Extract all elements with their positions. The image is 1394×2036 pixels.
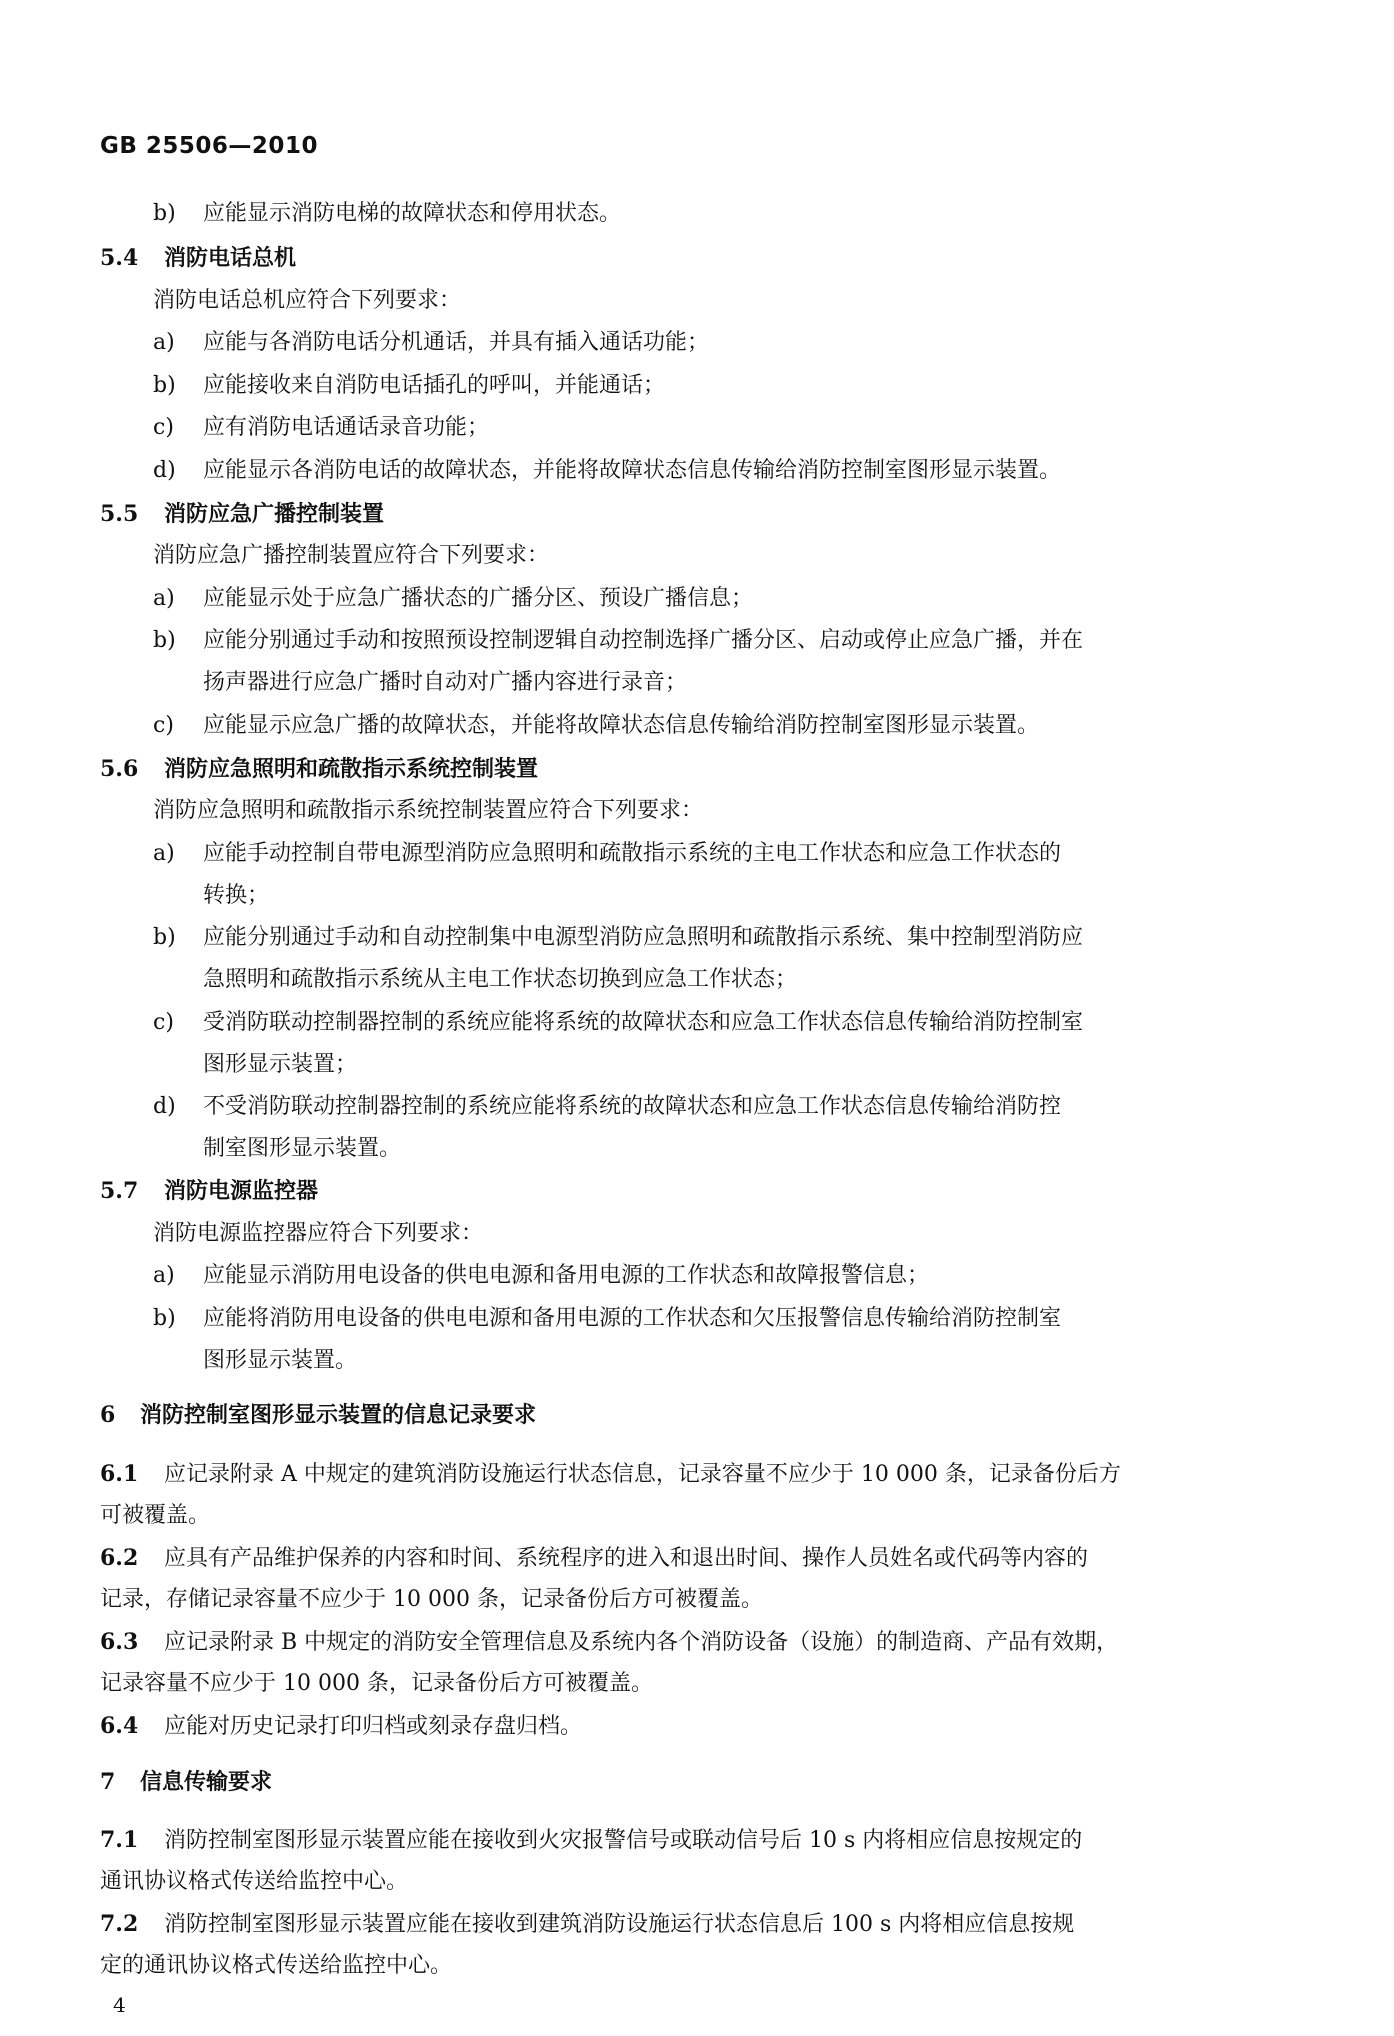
list-item [153,1304,1061,1334]
clause [100,1459,1121,1490]
clause-number: 6.4 [100,1713,139,1739]
clause-text: 应记录附录 B 中规定的消防安全管理信息及系统内各个消防设备（设施）的制造商、产品有效期， [164,1630,1119,1655]
chapter-title: 消防控制室图形显示装置的信息记录要求 [140,1402,537,1428]
clause-text: 消防控制室图形显示装置应能在接收到建筑消防设施运行状态信息后 100 s 内将相应信息按规 [164,1912,1075,1937]
list-item [153,413,489,443]
list-item [153,1261,929,1291]
list-item [153,456,1061,486]
item-text: 应能显示各消防电话的故障状态，并能将故障状态信息传输给消防控制室图形显示装置。 [203,458,1062,483]
item-label: c) [153,1010,174,1035]
item-text-continued: 转换； [203,883,270,908]
item-text-continued: 急照明和疏散指示系统从主电工作状态切换到应急工作状态； [203,967,798,992]
item-text: 应能显示消防电梯的故障状态和停用状态。 [203,201,622,226]
clause-number: 6.2 [100,1545,139,1571]
item-label: a) [153,1263,175,1288]
clause-text: 应能对历史记录打印归档或刻录存盘归档。 [164,1714,583,1739]
item-text-continued: 制室图形显示装置。 [203,1136,402,1161]
item-text: 应能与各消防电话分机通话，并具有插入通话功能； [203,330,710,355]
list-item [153,199,621,229]
section-intro: 消防电话总机应符合下列要求： [153,288,462,313]
clause-text: 应具有产品维护保养的内容和时间、系统程序的进入和退出时间、操作人员姓名或代码等内容的 [164,1546,1089,1571]
section-heading [100,243,296,273]
section-number: 5.5 [100,501,139,527]
chapter-heading [100,1767,272,1797]
chapter-title: 信息传输要求 [140,1769,273,1795]
item-text-continued: 图形显示装置。 [203,1348,358,1373]
section-number: 5.4 [100,245,139,271]
item-label: b) [153,373,176,398]
list-item [153,923,1083,953]
section-heading [100,754,538,784]
section-title: 消防应急照明和疏散指示系统控制装置 [164,756,539,782]
clause-number: 6.3 [100,1629,139,1655]
item-text: 不受消防联动控制器控制的系统应能将系统的故障状态和应急工作状态信息传输给消防控 [203,1094,1062,1119]
item-label: a) [153,330,175,355]
section-intro: 消防电源监控器应符合下列要求： [153,1221,484,1246]
section-number: 5.6 [100,756,139,782]
item-label: b) [153,925,176,950]
item-text: 应能显示应急广播的故障状态，并能将故障状态信息传输给消防控制室图形显示装置。 [203,713,1040,738]
section-intro: 消防应急广播控制装置应符合下列要求： [153,543,550,568]
item-text: 应能分别通过手动和自动控制集中电源型消防应急照明和疏散指示系统、集中控制型消防应 [203,925,1084,950]
clause-text: 应记录附录 A 中规定的建筑消防设施运行状态信息，记录容量不应少于 10 000 条，记录备份后方 [164,1462,1121,1487]
section-heading [100,499,384,529]
clause [100,1543,1088,1574]
list-item [153,584,753,614]
item-text: 应有消防电话通话录音功能； [203,415,490,440]
item-label: b) [153,201,176,226]
chapter-heading [100,1400,536,1430]
clause-text-continued: 记录，存储记录容量不应少于 10 000 条，记录备份后方可被覆盖。 [100,1587,763,1612]
section-title: 消防应急广播控制装置 [164,501,385,527]
chapter-number: 6 [100,1402,116,1428]
section-title: 消防电源监控器 [164,1178,319,1204]
item-text: 应能接收来自消防电话插孔的呼叫，并能通话； [203,373,666,398]
item-text: 应能将消防用电设备的供电电源和备用电源的工作状态和欠压报警信息传输给消防控制室 [203,1306,1062,1331]
list-item [153,1092,1061,1122]
item-label: c) [153,415,174,440]
section-heading [100,1176,318,1206]
clause-text-continued: 可被覆盖。 [100,1503,211,1528]
section-intro: 消防应急照明和疏散指示系统控制装置应符合下列要求： [153,798,704,823]
list-item [153,626,1083,656]
item-label: b) [153,628,176,653]
section-title: 消防电话总机 [164,245,297,271]
list-item [153,839,1061,869]
item-label: c) [153,713,174,738]
clause [100,1909,1074,1940]
clause-text-continued: 记录容量不应少于 10 000 条，记录备份后方可被覆盖。 [100,1671,653,1696]
list-item [153,371,665,401]
clause [100,1711,582,1742]
document-header: GB 25506—2010 [100,133,318,159]
item-label: a) [153,586,175,611]
item-label: d) [153,458,176,483]
clause [100,1825,1082,1856]
item-label: a) [153,841,175,866]
item-label: b) [153,1306,176,1331]
item-text: 受消防联动控制器控制的系统应能将系统的故障状态和应急工作状态信息传输给消防控制室 [203,1010,1084,1035]
item-text: 应能分别通过手动和按照预设控制逻辑自动控制选择广播分区、启动或停止应急广播，并在 [203,628,1084,653]
item-text: 应能显示消防用电设备的供电电源和备用电源的工作状态和故障报警信息； [203,1263,930,1288]
clause-number: 7.2 [100,1911,139,1937]
clause-text: 消防控制室图形显示装置应能在接收到火灾报警信号或联动信号后 10 s 内将相应信息按规定的 [164,1828,1083,1853]
list-item [153,711,1039,741]
item-text: 应能显示处于应急广播状态的广播分区、预设广播信息； [203,586,754,611]
item-text-continued: 扬声器进行应急广播时自动对广播内容进行录音； [203,670,688,695]
clause-text-continued: 通讯协议格式传送给监控中心。 [100,1869,409,1894]
section-number: 5.7 [100,1178,139,1204]
clause [100,1627,1118,1658]
clause-text-continued: 定的通讯协议格式传送给监控中心。 [100,1953,453,1978]
clause-number: 6.1 [100,1461,139,1487]
list-item [153,328,709,358]
clause-number: 7.1 [100,1827,139,1853]
item-text: 应能手动控制自带电源型消防应急照明和疏散指示系统的主电工作状态和应急工作状态的 [203,841,1062,866]
page-number: 4 [113,1993,126,2017]
chapter-number: 7 [100,1769,116,1795]
list-item [153,1008,1083,1038]
item-text-continued: 图形显示装置； [203,1052,358,1077]
item-label: d) [153,1094,176,1119]
